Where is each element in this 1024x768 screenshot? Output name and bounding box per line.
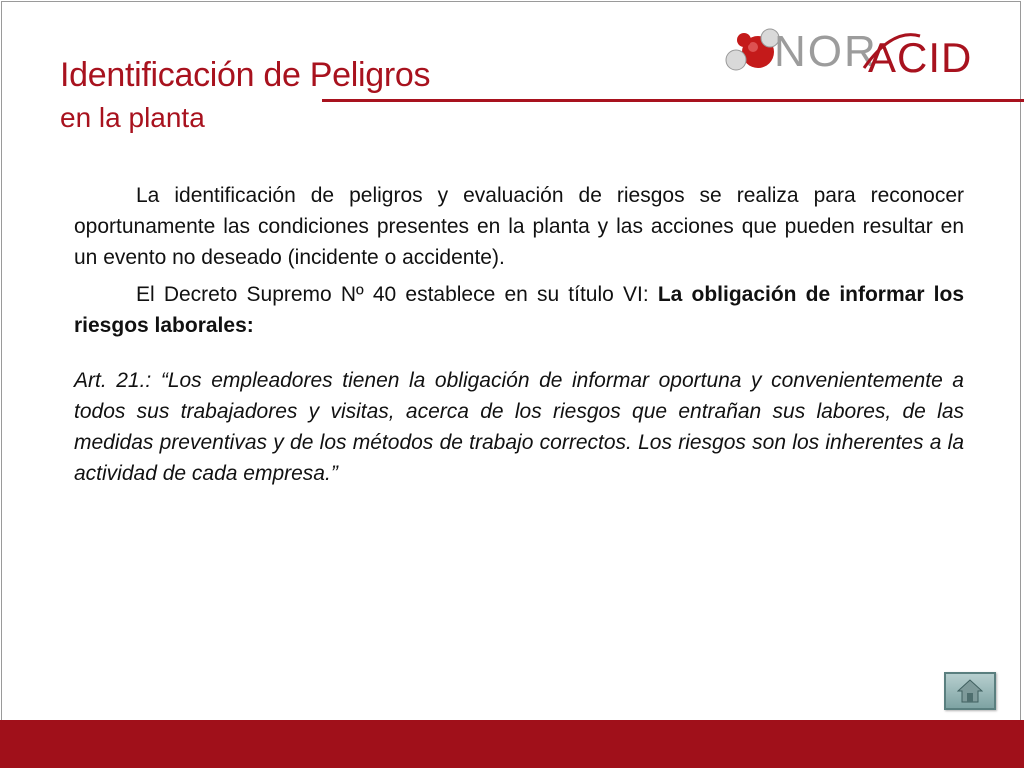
decree-obligation-heading: La obligación de informar los riesgos laborales:	[74, 283, 964, 337]
slide-title: Identificación de Peligros	[60, 56, 431, 94]
noracid-logo	[722, 22, 992, 82]
paragraph-decree: El Decreto Supremo Nº 40 establece en su título VI: La obligación de informar los riesgos laborales:	[74, 283, 964, 337]
footer-bar	[0, 720, 1024, 768]
home-icon	[957, 678, 983, 704]
molecule-icon	[722, 26, 782, 78]
slide-body	[74, 180, 964, 489]
paragraph-article-21: Art. 21.: “Los empleadores tienen la obligación de informar oportuna y convenientemente a todos sus trabajadores y visitas, acerca de los riesgos que entrañan sus labores, de las medidas preventivas y de los métodos de trabajo correctos. Los riesgos son los inherentes a la actividad de cada empresa.”	[74, 369, 964, 485]
paragraph-identification: La identificación de peligros y evaluación de riesgos se realiza para reconocer oportunamente las condiciones presentes en la planta y las acciones que pueden resultar en un evento no deseado (incidente o accidente).	[74, 184, 964, 269]
logo-text-nor: NOR	[774, 27, 878, 76]
title-underline	[322, 99, 1024, 102]
slide-subtitle: en la planta	[60, 102, 205, 133]
home-button[interactable]	[944, 672, 996, 710]
logo-text-acid: ACID	[868, 34, 973, 81]
